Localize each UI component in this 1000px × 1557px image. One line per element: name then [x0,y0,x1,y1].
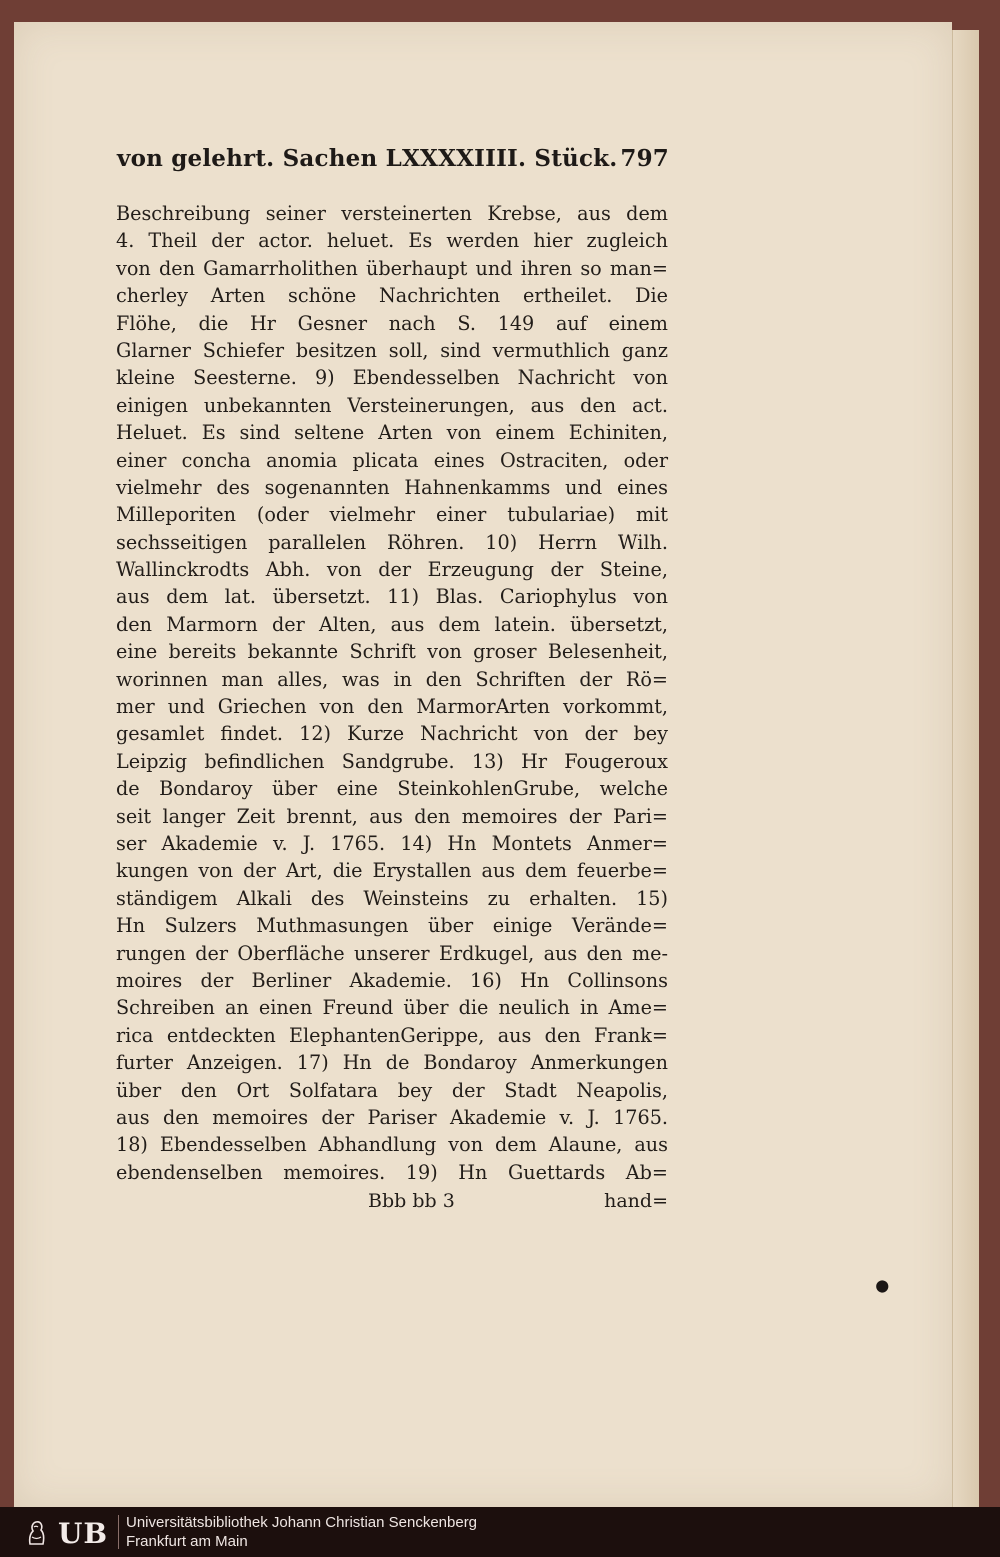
library-logo[interactable] [20,1515,116,1551]
institution-name: Universitätsbibliothek Johann Christian Senckenberg [126,1514,478,1531]
text-line: kleine Seesterne. 9) Ebendesselben Nachricht von [116,366,668,390]
text-line: Beschreibung seiner versteinerten Krebse, aus dem [116,202,668,225]
text-line: worinnen man alles, was in den Schriften der Rö= [116,667,668,691]
text-line: ser Akademie v. J. 1765. 14) Hn Montets Anmer= [116,831,668,855]
text-line: 4. Theil der actor. heluet. Es werden hier zugleich [116,229,668,253]
library-footer [0,1507,1000,1557]
text-line: aus dem lat. übersetzt. 11) Blas. Cariophylus von [116,585,668,609]
text-line: Leipzig befindlichen Sandgrube. 13) Hr Fougeroux [116,749,668,773]
institution-city: Frankfurt am Main [126,1533,248,1550]
goethe-portrait-emblem-icon [20,1517,52,1549]
signature-mark: Bbb bb 3 [368,1190,455,1212]
ink-speck: ● [871,1273,892,1297]
text-line: Wallinckrodts Abh. von der Erzeugung der Steine, [116,558,668,582]
text-line: mer und Griechen von den MarmorArten vorkommt, [116,695,668,719]
text-line: eine bereits bekannte Schrift von groser Belesenheit, [116,640,668,664]
catchword: hand= [604,1190,668,1212]
page-number: 797 [620,145,669,172]
text-line: über den Ort Solfatara bey der Stadt Neapolis, [116,1078,668,1102]
text-line: seit langer Zeit brennt, aus den memoires der Pari= [116,804,668,828]
logo-text: UB [58,1516,109,1550]
text-line: rica entdeckten ElephantenGerippe, aus den Frank= [116,1023,668,1047]
text-line: Glarner Schiefer besitzen soll, sind vermuthlich ganz [116,338,668,362]
text-line: gesamlet findet. 12) Kurze Nachricht von der bey [116,722,668,746]
text-line: Heluet. Es sind seltene Arten von einem Echiniten, [116,421,668,445]
text-line: Flöhe, die Hr Gesner nach S. 149 auf einem [116,311,668,335]
page-edge [952,30,979,1507]
text-line: 18) Ebendesselben Abhandlung von dem Alaune, aus [116,1133,668,1157]
text-line: ständigem Alkali des Weinsteins zu erhalten. 15) [116,886,668,910]
text-line: aus den memoires der Pariser Akademie v. J. 1765. [116,1105,668,1129]
text-line: vielmehr des sogenannten Hahnenkamms und eines [116,475,668,499]
text-line: Milleporiten (oder vielmehr einer tubulariae) mit [116,503,668,527]
text-line: moires der Berliner Akademie. 16) Hn Collinsons [116,968,668,992]
text-line: von den Gamarrholithen überhaupt und ihren so man= [116,256,668,280]
text-line: de Bondaroy über eine SteinkohlenGrube, welche [116,777,668,801]
footer-divider [118,1515,119,1549]
text-line: ebendenselben memoires. 19) Hn Guettards Ab= [116,1160,668,1184]
text-line: Schreiben an einen Freund über die neulich in Ame= [116,996,668,1020]
text-line: den Marmorn der Alten, aus dem latein. übersetzt, [116,612,668,636]
running-head-title: von gelehrt. Sachen LXXXXIIII. Stück. [117,145,618,172]
signature-line [116,1190,668,1218]
text-line: kungen von der Art, die Erystallen aus dem feuerbe= [116,859,668,883]
text-line: rungen der Oberfläche unserer Erdkugel, aus den me- [116,941,668,965]
text-line: Hn Sulzers Muthmasungen über einige Verände= [116,914,668,938]
text-line: sechsseitigen parallelen Röhren. 10) Herrn Wilh. [116,530,668,554]
text-line: cherley Arten schöne Nachrichten ertheilet. Die [116,284,668,308]
body-text [116,200,668,1186]
running-head [117,145,669,172]
text-line: furter Anzeigen. 17) Hn de Bondaroy Anmerkungen [116,1051,668,1075]
text-line: einigen unbekannten Versteinerungen, aus den act. [116,393,668,417]
text-line: einer concha anomia plicata eines Ostraciten, oder [116,448,668,472]
